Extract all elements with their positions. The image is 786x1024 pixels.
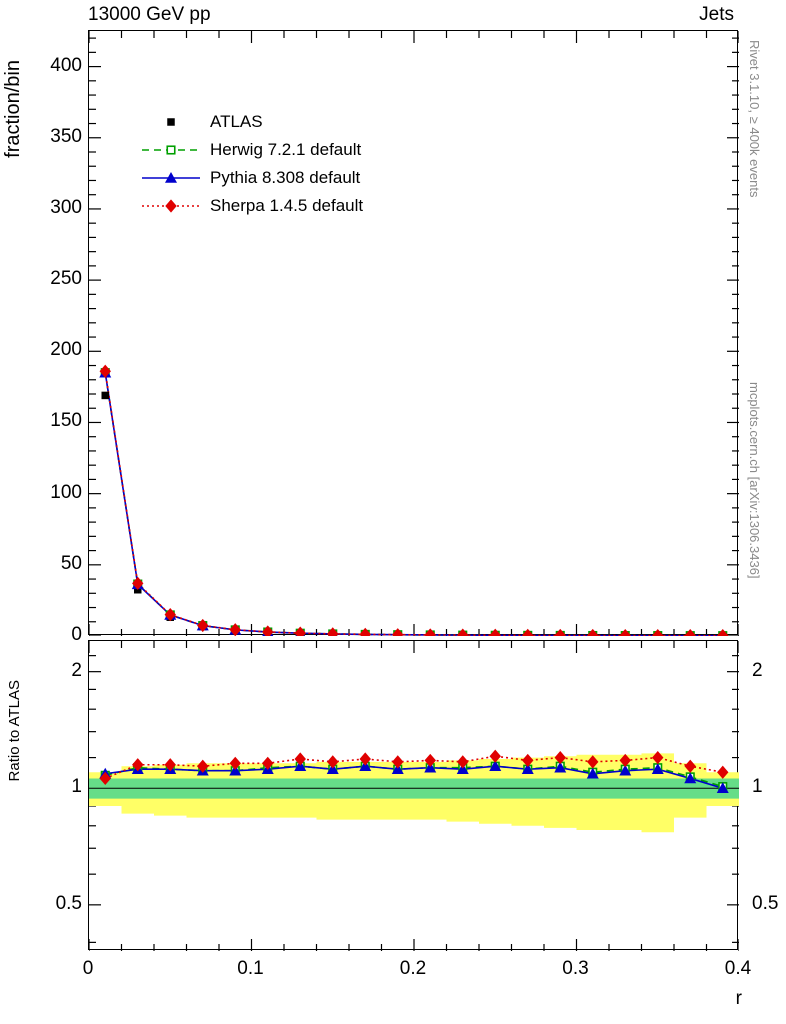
legend-item-label: Pythia 8.308 default — [210, 168, 361, 187]
legend-item — [140, 192, 363, 220]
legend-item — [140, 108, 363, 136]
y-tick-label-ratio-left: 2 — [71, 659, 82, 681]
legend-item-label: Sherpa 1.4.5 default — [210, 196, 364, 215]
y-tick-label-main: 100 — [50, 481, 82, 503]
y-tick-label-main: 150 — [50, 410, 82, 432]
y-tick-label-ratio-right: 2 — [752, 659, 763, 681]
x-tick-label: 0.3 — [562, 958, 589, 979]
y-tick-label-main: 0 — [71, 624, 82, 645]
y-tick-label-ratio-left: 1 — [71, 776, 82, 798]
legend-marker-icon — [140, 140, 202, 160]
x-axis-title: r — [735, 988, 742, 1009]
header-process-label: Jets — [699, 4, 734, 25]
y-tick-label-ratio-right: 1 — [752, 776, 763, 798]
x-tick-label: 0.4 — [724, 958, 752, 979]
legend-marker-icon — [140, 112, 202, 132]
y-tick-label-main: 300 — [50, 196, 82, 218]
y-axis-title-main: fraction/bin — [2, 60, 24, 158]
legend-item-label: ATLAS — [210, 112, 263, 131]
legend — [140, 108, 363, 220]
y-tick-label-ratio-left: 0.5 — [55, 892, 82, 914]
legend-item-label: Herwig 7.2.1 default — [210, 140, 362, 159]
x-tick-label: 0.1 — [237, 958, 264, 979]
y-tick-label-main: 200 — [50, 339, 82, 361]
rivet-version-caption: Rivet 3.1.10, ≥ 400k events — [747, 40, 762, 198]
y-axis-title-ratio: Ratio to ATLAS — [6, 680, 23, 782]
y-tick-label-ratio-right: 0.5 — [752, 892, 779, 914]
legend-marker-icon — [140, 196, 202, 216]
x-tick-label: 0.2 — [399, 958, 427, 979]
x-tick-label: 0 — [82, 958, 94, 979]
legend-item — [140, 136, 363, 164]
mcplots-arxiv-caption: mcplots.cern.ch [arXiv:1306.3436] — [747, 382, 762, 579]
legend-marker-icon — [140, 168, 202, 188]
y-tick-label-main: 400 — [50, 54, 82, 76]
header-beam-info: 13000 GeV pp — [88, 4, 211, 25]
legend-item — [140, 164, 363, 192]
y-tick-label-main: 50 — [60, 552, 82, 574]
y-tick-label-main: 350 — [50, 125, 82, 147]
y-tick-label-main: 250 — [50, 268, 82, 290]
